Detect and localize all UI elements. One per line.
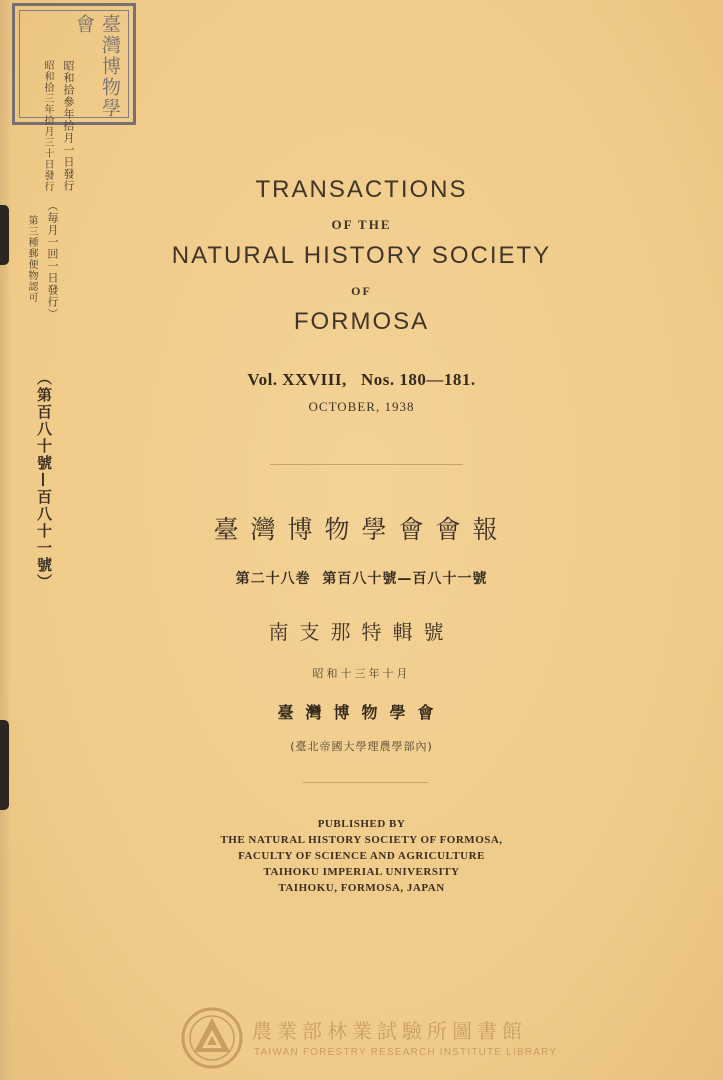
issue-date: OCTOBER, 1938 [308, 399, 415, 414]
publisher-line: THE NATURAL HISTORY SOCIETY OF FORMOSA, [220, 834, 503, 846]
binding-hole [0, 720, 9, 810]
title-society: NATURAL HISTORY SOCIETY [171, 242, 552, 269]
volume-number: Vol. XXVIII, Nos. 180—181. [247, 370, 476, 389]
japanese-society: 臺灣博物學會 [277, 703, 446, 722]
japanese-title: 臺灣博物學會會報 [213, 515, 510, 544]
library-name-chinese: 農業部林業試驗所圖書館 [252, 1019, 527, 1043]
japanese-address: (臺北帝國大學理農學部內) [290, 740, 433, 753]
library-name-english: TAIWAN FORESTRY RESEARCH INSTITUTE LIBRARY [254, 1047, 558, 1058]
publisher-line: FACULTY OF SCIENCE AND AGRICULTURE [238, 850, 485, 862]
spine-postal-permit: 第三種郵便物認可 [26, 215, 37, 303]
divider-rule [270, 464, 463, 465]
spine-issue-numbers: （第百八十號—百八十一號） [35, 370, 53, 591]
spine-issue-date: 昭和拾參年拾月一日發行 [62, 60, 75, 192]
forestry-institute-emblem-icon [180, 1006, 244, 1070]
stamp-text: 臺灣博物學會 [73, 14, 121, 119]
japanese-date: 昭和十三年十月 [312, 667, 411, 680]
japanese-volume: 第二十八巻 第百八十號—百八十一號 [235, 571, 488, 587]
title-of: OF [351, 284, 372, 298]
publisher-line: PUBLISHED BY [317, 818, 406, 830]
japanese-special-issue: 南支那特輯號 [268, 620, 455, 644]
spine-print-date: 昭和拾三年拾月三十日發行 [42, 60, 53, 192]
title-of-the: OF THE [331, 217, 392, 232]
publisher-block [0, 816, 723, 896]
divider-rule [303, 782, 428, 783]
title-formosa: FORMOSA [293, 308, 430, 335]
title-transactions: TRANSACTIONS [255, 176, 468, 203]
spine-frequency: （毎月一回一日發行） [46, 200, 59, 320]
publisher-line: TAIHOKU, FORMOSA, JAPAN [278, 882, 445, 894]
publisher-line: TAIHOKU IMPERIAL UNIVERSITY [263, 866, 460, 878]
